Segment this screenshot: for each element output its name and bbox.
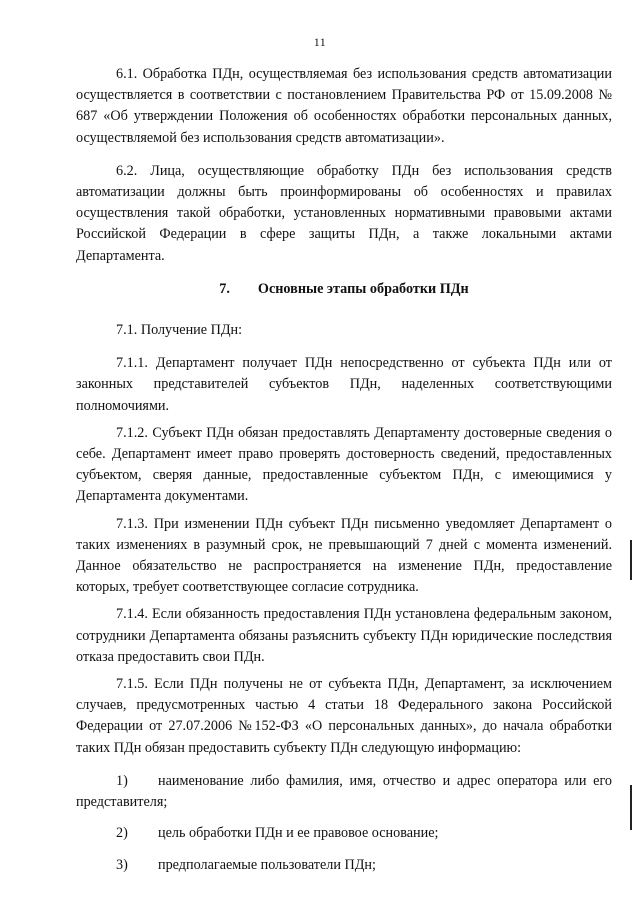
list-item-marker: 2) [116,825,128,842]
scan-edge-mark [630,785,632,830]
page-number: 11 [313,35,327,49]
list-item-marker: 3) [116,856,128,873]
paragraph-7-1: 7.1. Получение ПДн: [116,322,243,339]
list-item-text: предполагаемые пользователи ПДн; [158,856,376,873]
scan-edge-mark [630,540,632,580]
paragraph-7-1-5: 7.1.5. Если ПДн получены не от субъекта ПДн, Департамент, за исключением случаев, предусмотренных частью 4 статьи 18 Федерального закона Российской Федерации от 27.07.2006 №152-ФЗ «О персональных данных», до начала обработки таких ПДн обязан предоставить субъекту ПДн следующую информацию: [76,676,612,756]
list-item-text: цель обработки ПДн и ее правовое основание; [158,825,439,842]
section-7-heading [76,279,612,300]
document-body [76,64,612,886]
paragraph-7-1-3: 7.1.3. При изменении ПДн субъект ПДн письменно уведомляет Департамент о таких изменениях в разумный срок, не превышающий 7 дней с момента изменений. Данное обязательство не распространяется на изменение ПДн, предоставление которых, требует соответствующее согласие сотрудника. [76,515,612,596]
section-7-number: 7. [219,280,230,297]
section-7-title: Основные этапы обработки ПДн [257,280,469,297]
paragraph-7-1-2: 7.1.2. Субъект ПДн обязан предоставлять Департаменту достоверные сведения о себе. Департамент имеет право проверять достоверность сведений, предоставленных субъектом, сверяя данные, предоставленные субъектом ПДн, с имеющимися у Департамента документами. [76,424,612,505]
list-item-text: наименование либо фамилия, имя, отчество и адрес оператора или его представителя; [76,772,612,811]
list-item [76,823,612,844]
list-item-marker: 1) [116,772,128,789]
list-item [76,855,612,876]
list-item [76,771,612,813]
paragraph-7-1-1: 7.1.1. Департамент получает ПДн непосредственно от субъекта ПДн или от законных представителей субъектов ПДн, наделенных соответствующими полномочиями. [76,355,612,414]
paragraph-6-2: 6.2. Лица, осуществляющие обработку ПДн без использования средств автоматизации должны быть проинформированы об особенностях и правилах осуществления такой обработки, установленных нормативными правовыми актами Российской Федерации в сфере защиты ПДн, а также локальными актами Департамента. [76,162,612,264]
paragraph-6-1: 6.1. Обработка ПДн, осуществляемая без использования средств автоматизации осуществляется в соответствии с постановлением Правительства РФ от 15.09.2008 № 687 «Об утверждении Положения об особенностях обработки персональных данных, осуществляемой без использования средств автоматизации». [76,66,612,146]
paragraph-7-1-4: 7.1.4. Если обязанность предоставления ПДн установлена федеральным законом, сотрудники Департамента обязаны разъяснить субъекту ПДн юридические последствия отказа предоставить свои ПДн. [76,606,612,665]
